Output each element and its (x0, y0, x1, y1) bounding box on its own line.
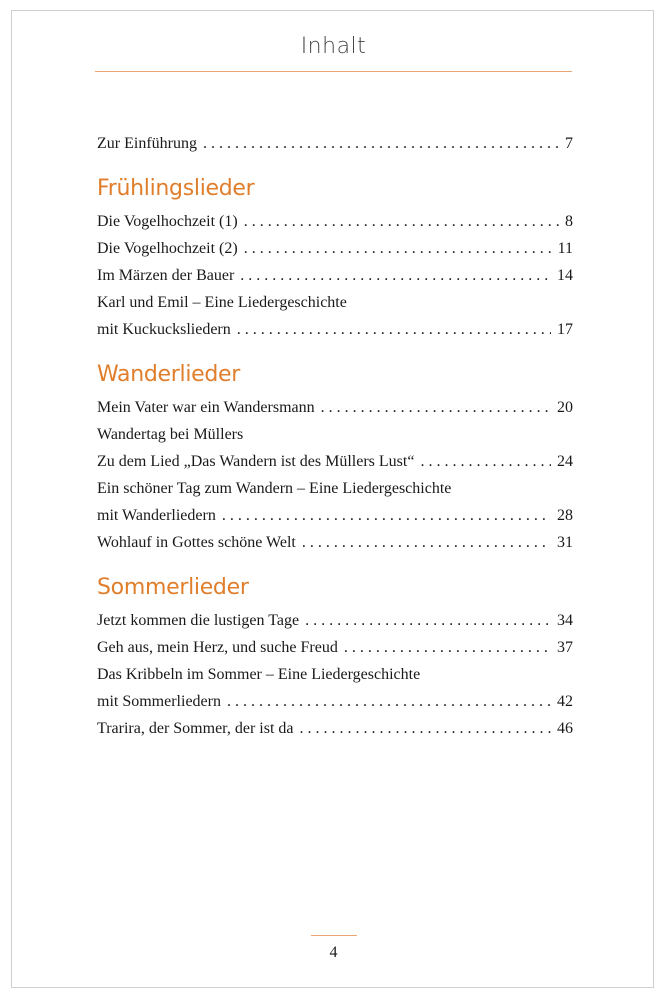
toc-entry-title: Karl und Emil – Eine Liedergeschichte (97, 294, 347, 311)
toc-entry[interactable] (97, 394, 573, 421)
toc-entry-title: Mein Vater war ein Wandersmann (97, 399, 315, 416)
section-heading-wanderlieder: Wanderlieder (97, 362, 241, 387)
dot-leader (222, 502, 551, 529)
toc-entry-title: Geh aus, mein Herz, und suche Freud (97, 639, 338, 656)
footer-divider (311, 935, 357, 936)
toc-entry[interactable] (97, 130, 573, 157)
toc-entry-line[interactable] (97, 661, 573, 688)
dot-leader (305, 607, 551, 634)
toc-entry-page: 31 (557, 534, 573, 551)
toc-entry[interactable] (97, 316, 573, 343)
dot-leader (302, 529, 551, 556)
toc-entry-title: Die Vogelhochzeit (1) (97, 213, 238, 230)
toc-entry[interactable] (97, 607, 573, 634)
toc-entry[interactable] (97, 529, 573, 556)
page-number: 4 (329, 944, 338, 961)
toc-entry-title: Im Märzen der Bauer (97, 267, 235, 284)
toc-entry-page: 34 (557, 612, 573, 629)
dot-leader (244, 235, 552, 262)
toc-entry[interactable] (97, 208, 573, 235)
header-divider (95, 71, 572, 72)
section-heading-fruehlingslieder: Frühlingslieder (97, 176, 255, 201)
toc-entry-title: Wohlauf in Gottes schöne Welt (97, 534, 296, 551)
dot-leader (244, 208, 559, 235)
dot-leader (300, 715, 552, 742)
toc-entry-page: 14 (557, 267, 573, 284)
toc-entry-page: 24 (557, 453, 573, 470)
toc-entry-page: 11 (557, 240, 573, 257)
toc-entry-title: mit Sommerliedern (97, 693, 221, 710)
dot-leader (344, 634, 551, 661)
toc-entry-page: 42 (557, 693, 573, 710)
toc-entry[interactable] (97, 715, 573, 742)
toc-entry-page: 20 (557, 399, 573, 416)
toc-entry[interactable] (97, 688, 573, 715)
toc-entry-line[interactable] (97, 475, 573, 502)
toc-entry-title: Trarira, der Sommer, der ist da (97, 720, 294, 737)
toc-entry-title: Zu dem Lied „Das Wandern ist des Müllers Lust“ (97, 453, 415, 470)
toc-entry-title: Das Kribbeln im Sommer – Eine Liedergeschichte (97, 666, 421, 683)
page-title: Inhalt (300, 34, 367, 59)
dot-leader (240, 262, 551, 289)
toc-entry-line[interactable] (97, 289, 573, 316)
toc-entry-page: 46 (557, 720, 573, 737)
toc-entry-title: mit Wanderliedern (97, 507, 216, 524)
dot-leader (203, 130, 559, 157)
toc-entry-title: Zur Einführung (97, 135, 197, 152)
toc-entry-title: Die Vogelhochzeit (2) (97, 240, 238, 257)
section-heading-sommerlieder: Sommerlieder (97, 575, 249, 600)
toc-entry-page: 7 (565, 135, 573, 152)
toc-entry[interactable] (97, 262, 573, 289)
toc-entry-title: mit Kuckucksliedern (97, 321, 231, 338)
toc-entry[interactable] (97, 502, 573, 529)
dot-leader (237, 316, 551, 343)
toc-entry-page: 28 (557, 507, 573, 524)
table-of-contents (97, 130, 573, 742)
toc-entry[interactable] (97, 448, 573, 475)
toc-entry-title: Jetzt kommen die lustigen Tage (97, 612, 300, 629)
dot-leader (321, 394, 551, 421)
toc-entry-title: Ein schöner Tag zum Wandern – Eine Liedergeschichte (97, 480, 452, 497)
dot-leader (227, 688, 551, 715)
toc-entry-page: 17 (557, 321, 573, 338)
toc-entry[interactable] (97, 235, 573, 262)
toc-entry-title: Wandertag bei Müllers (97, 426, 244, 443)
toc-entry-page: 8 (565, 213, 573, 230)
dot-leader (420, 448, 551, 475)
toc-entry[interactable] (97, 634, 573, 661)
toc-entry-page: 37 (557, 639, 573, 656)
toc-entry-line[interactable] (97, 421, 573, 448)
